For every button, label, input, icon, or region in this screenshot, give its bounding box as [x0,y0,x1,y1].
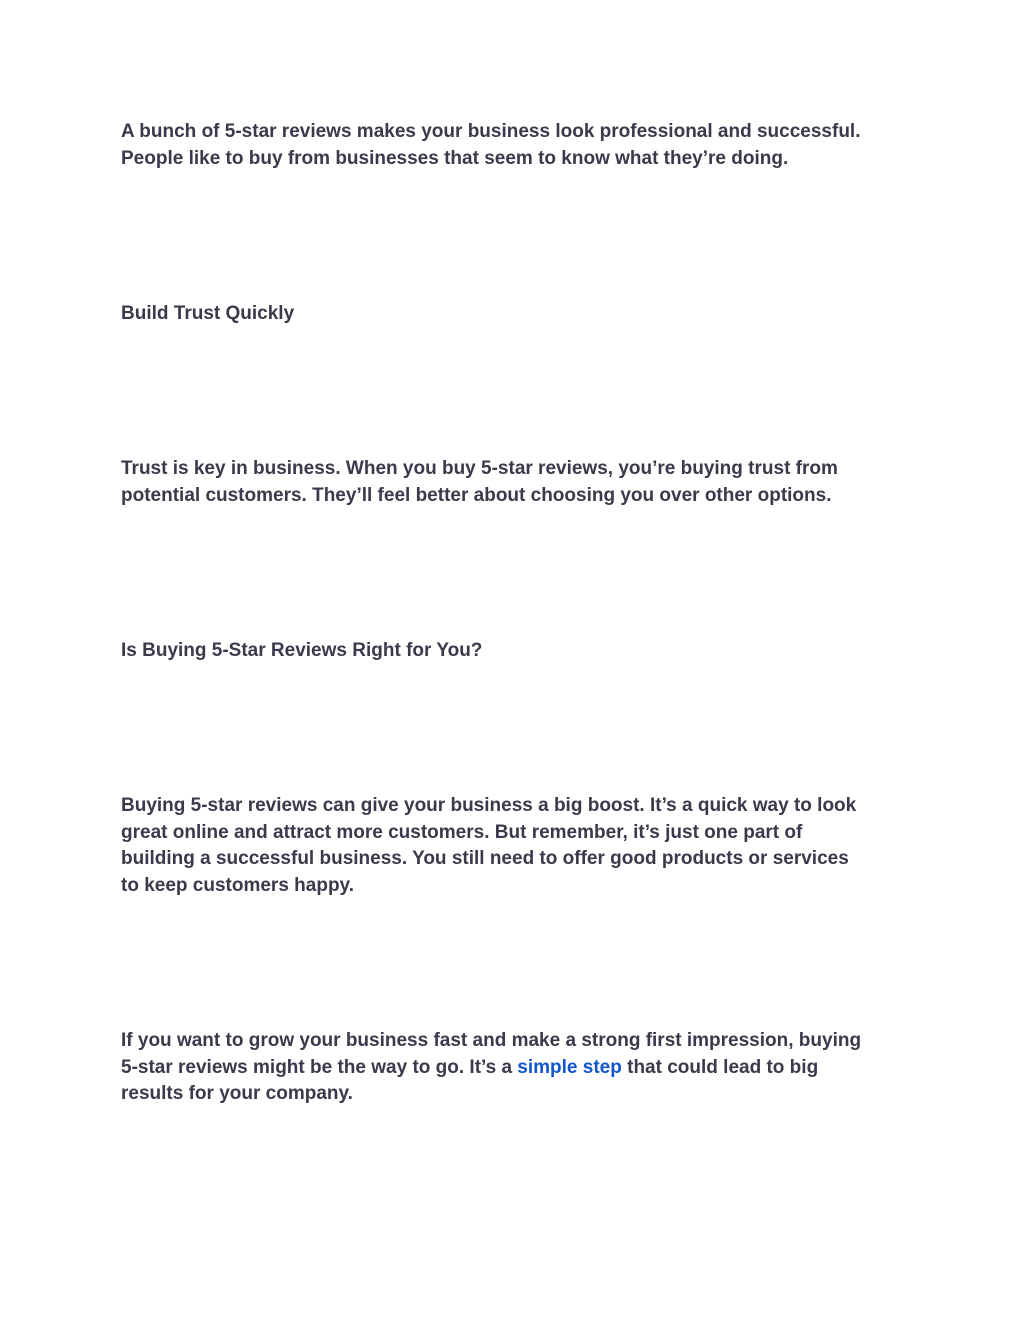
text-line: People like to buy from businesses that seem to know what they’re doing. [121,147,789,169]
paragraph-grow-fast [121,1028,921,1108]
paragraph-boost [121,793,921,899]
text-segment: that could lead to big [621,1056,819,1078]
heading-build-trust: Build Trust Quickly [121,303,295,324]
text-line: Buying 5-star reviews can give your business a big boost. It’s a quick way to look [121,795,857,816]
text-line: to keep customers happy. [121,874,354,896]
text-line: potential customers. They’ll feel better about choosing you over other options. [121,484,832,506]
simple-step-link[interactable]: simple step [517,1056,622,1078]
heading-right-for-you: Is Buying 5-Star Reviews Right for You? [121,640,483,661]
paragraph-social-proof [121,119,921,172]
text-line: A bunch of 5-star reviews makes your business look professional and successful. [121,121,861,142]
paragraph-trust [121,456,921,509]
text-line: Trust is key in business. When you buy 5-star reviews, you’re buying trust from [121,458,838,479]
text-line: results for your company. [121,1083,353,1104]
text-segment: 5-star reviews might be the way to go. It’s a [121,1056,518,1078]
text-line: If you want to grow your business fast and make a strong first impression, buying [121,1030,862,1051]
text-line: building a successful business. You still need to offer good products or services [121,848,849,869]
text-line: great online and attract more customers. But remember, it’s just one part of [121,821,803,843]
